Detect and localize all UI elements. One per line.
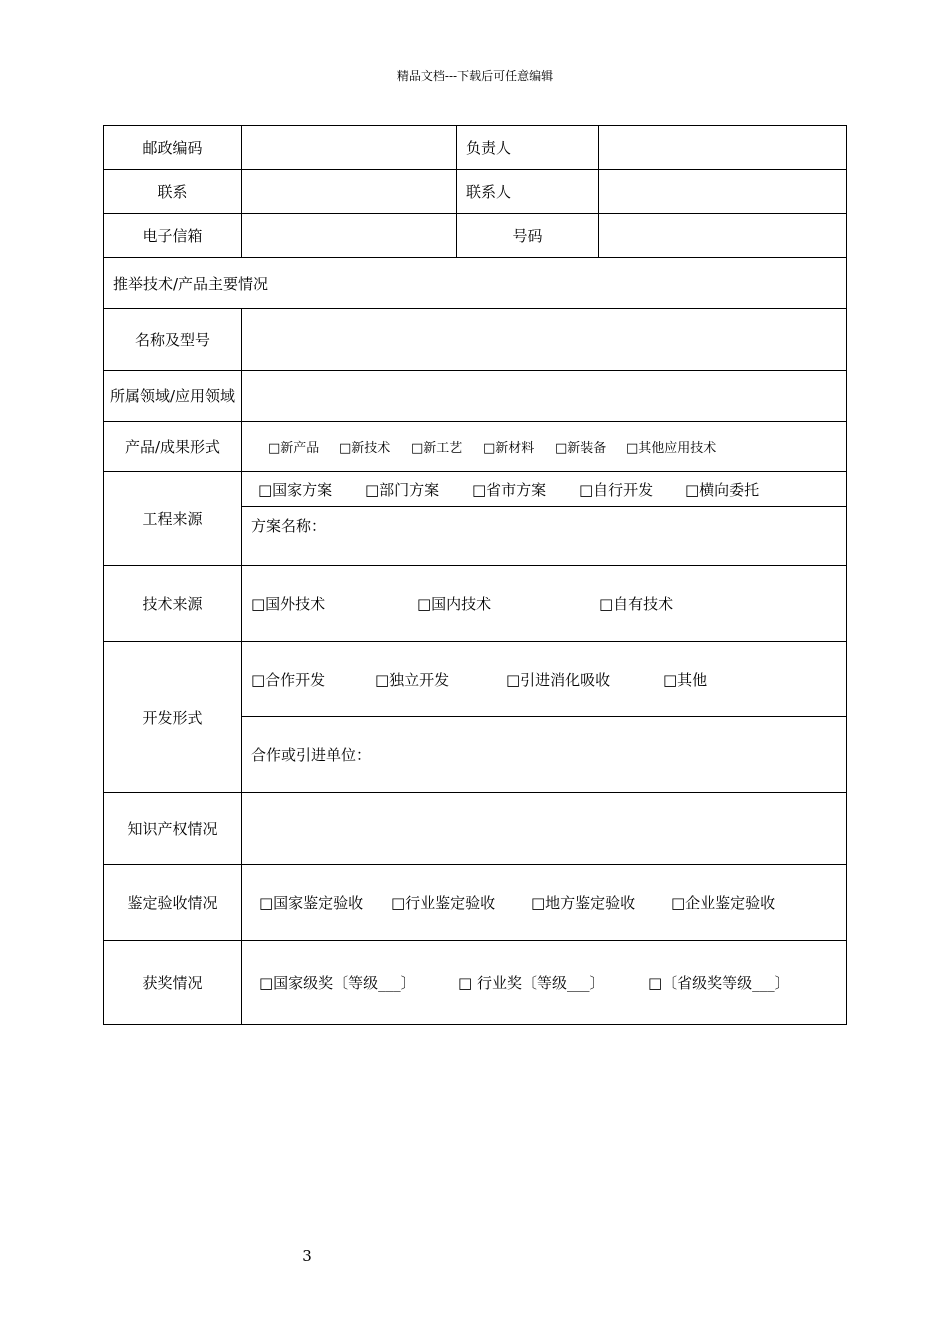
dev-form-label: 开发形式 bbox=[104, 642, 242, 793]
project-source-options bbox=[242, 472, 847, 507]
appraisal-options bbox=[242, 865, 847, 941]
awards-label: 获奖情况 bbox=[104, 941, 242, 1025]
option-industry-appraisal[interactable]: □行业鉴定验收 bbox=[391, 894, 496, 912]
option-cooperative-dev[interactable]: □合作开发 bbox=[251, 670, 326, 689]
dev-form-options bbox=[242, 642, 847, 717]
option-independent-dev[interactable]: □独立开发 bbox=[375, 670, 450, 689]
option-provincial-award[interactable]: □〔省级奖等级___〕 bbox=[648, 974, 790, 992]
option-horizontal-commission[interactable]: □横向委托 bbox=[685, 480, 760, 499]
contact-person-field[interactable] bbox=[599, 170, 847, 214]
option-own-tech[interactable]: □自有技术 bbox=[599, 595, 674, 613]
number-field[interactable] bbox=[599, 214, 847, 258]
number-label: 号码 bbox=[457, 214, 599, 258]
awards-options bbox=[242, 941, 847, 1025]
option-national-award[interactable]: □国家级奖〔等级___〕 bbox=[259, 974, 416, 992]
person-in-charge-field[interactable] bbox=[599, 126, 847, 170]
name-model-field[interactable] bbox=[242, 309, 847, 371]
option-foreign-tech[interactable]: □国外技术 bbox=[251, 595, 326, 613]
option-new-equipment[interactable]: □新装备 bbox=[555, 441, 607, 456]
section-title: 推举技术/产品主要情况 bbox=[104, 258, 847, 309]
option-national-appraisal[interactable]: □国家鉴定验收 bbox=[259, 894, 364, 912]
option-other-dev[interactable]: □其他 bbox=[663, 670, 708, 689]
field-field[interactable] bbox=[242, 371, 847, 422]
option-new-material[interactable]: □新材料 bbox=[483, 441, 535, 456]
page-number: 3 bbox=[302, 1247, 312, 1265]
ip-label: 知识产权情况 bbox=[104, 793, 242, 865]
option-local-appraisal[interactable]: □地方鉴定验收 bbox=[531, 894, 636, 912]
field-label: 所属领域/应用领域 bbox=[104, 371, 242, 422]
appraisal-label: 鉴定验收情况 bbox=[104, 865, 242, 941]
contact-label: 联系 bbox=[104, 170, 242, 214]
email-field[interactable] bbox=[242, 214, 457, 258]
option-industry-award[interactable]: □ 行业奖〔等级___〕 bbox=[458, 974, 605, 992]
option-provincial-plan[interactable]: □省市方案 bbox=[472, 480, 547, 499]
option-new-technology[interactable]: □新技术 bbox=[339, 441, 391, 456]
option-domestic-tech[interactable]: □国内技术 bbox=[417, 595, 492, 613]
option-new-process[interactable]: □新工艺 bbox=[411, 441, 463, 456]
person-in-charge-label: 负责人 bbox=[457, 126, 599, 170]
page-header: 精品文档---下载后可任意编辑 bbox=[396, 69, 554, 83]
option-enterprise-appraisal[interactable]: □企业鉴定验收 bbox=[671, 894, 776, 912]
recommendation-form-table bbox=[103, 125, 847, 1025]
ip-field[interactable] bbox=[242, 793, 847, 865]
name-model-label: 名称及型号 bbox=[104, 309, 242, 371]
partner-unit-field[interactable]: 合作或引进单位： bbox=[242, 717, 847, 793]
option-new-product[interactable]: □新产品 bbox=[268, 441, 320, 456]
postal-code-field[interactable] bbox=[242, 126, 457, 170]
option-department-plan[interactable]: □部门方案 bbox=[365, 480, 440, 499]
product-form-options bbox=[242, 422, 847, 472]
project-source-label: 工程来源 bbox=[104, 472, 242, 566]
product-form-label: 产品/成果形式 bbox=[104, 422, 242, 472]
option-other-technology[interactable]: □其他应用技术 bbox=[626, 441, 717, 456]
option-import-absorb[interactable]: □引进消化吸收 bbox=[506, 670, 611, 689]
postal-code-label: 邮政编码 bbox=[104, 126, 242, 170]
option-national-plan[interactable]: □国家方案 bbox=[258, 480, 333, 499]
tech-source-label: 技术来源 bbox=[104, 566, 242, 642]
contact-person-label: 联系人 bbox=[457, 170, 599, 214]
tech-source-options bbox=[242, 566, 847, 642]
project-name-field[interactable]: 方案名称： bbox=[242, 507, 847, 566]
email-label: 电子信箱 bbox=[104, 214, 242, 258]
contact-field[interactable] bbox=[242, 170, 457, 214]
option-self-developed[interactable]: □自行开发 bbox=[579, 480, 654, 499]
